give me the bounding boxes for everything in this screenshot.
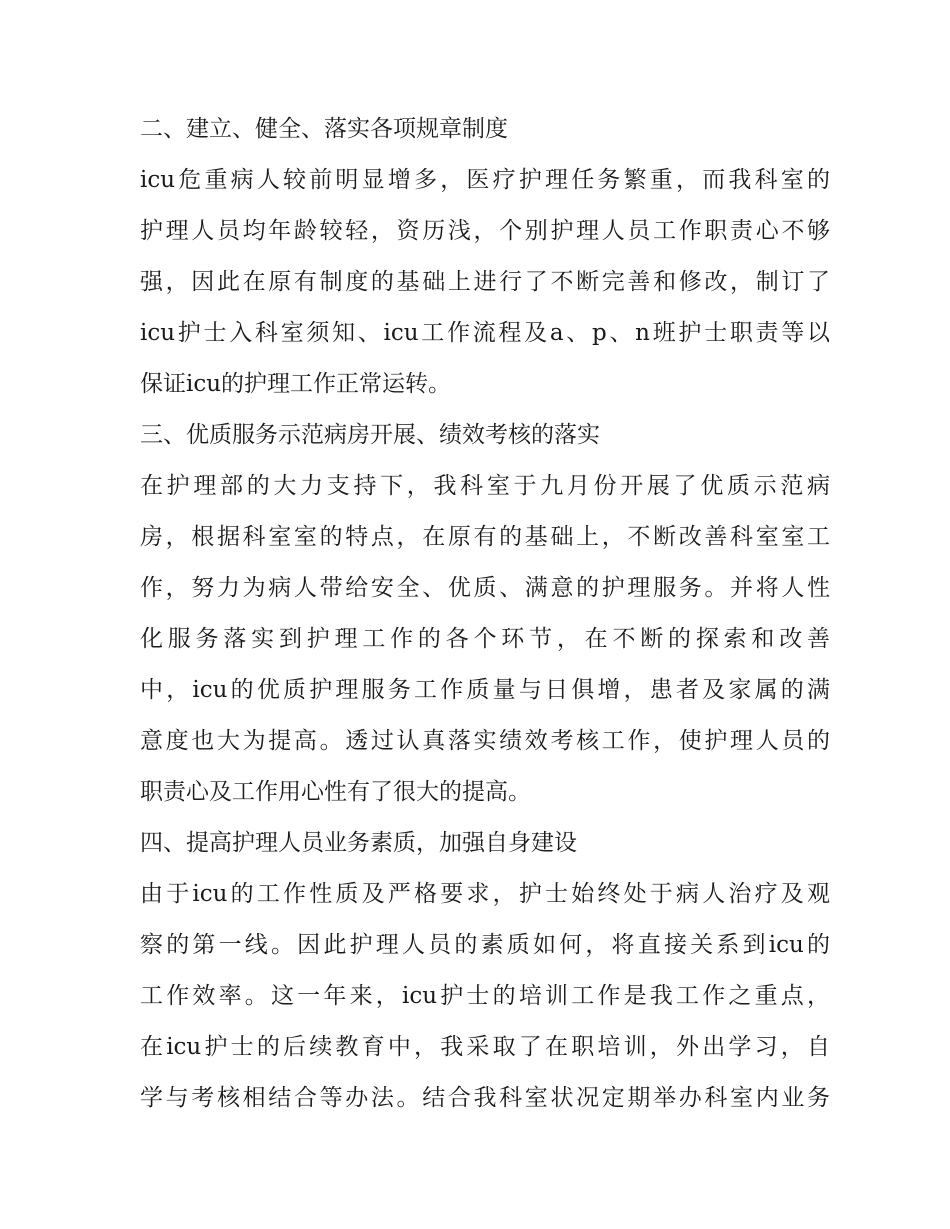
paragraph-line: 化服务落实到护理工作的各个环节，在不断的探索和改善 (140, 626, 830, 652)
paragraph-line: 在护理部的大力支持下，我科室于九月份开展了优质示范病 (140, 473, 830, 499)
paragraph-line: 护理人员均年龄较轻，资历浅，个别护理人员工作职责心不够 (140, 218, 830, 244)
paragraph-line: 作，努力为病人带给安全、优质、满意的护理服务。并将人性 (140, 575, 830, 601)
paragraph-line: 强，因此在原有制度的基础上进行了不断完善和修改，制订了 (140, 269, 830, 295)
paragraph-line: 在icu护士的后续教育中，我采取了在职培训，外出学习，自 (140, 1034, 830, 1060)
paragraph-line: 由于icu的工作性质及严格要求，护士始终处于病人治疗及观 (140, 881, 830, 907)
paragraph-line: 房，根据科室室的特点，在原有的基础上，不断改善科室室工 (140, 524, 830, 550)
paragraph-line: icu护士入科室须知、icu工作流程及a、p、n班护士职责等以 (140, 320, 830, 346)
paragraph-line: icu危重病人较前明显增多，医疗护理任务繁重，而我科室的 (140, 167, 830, 193)
paragraph-line: 学与考核相结合等办法。结合我科室状况定期举办科室内业务 (140, 1085, 830, 1111)
paragraph-line: 工作效率。这一年来，icu护士的培训工作是我工作之重点， (140, 983, 830, 1009)
paragraph-line: 中，icu的优质护理服务工作质量与日俱增，患者及家属的满 (140, 677, 830, 703)
section-heading-2: 二、建立、健全、落实各项规章制度 (140, 116, 508, 142)
paragraph-line: 意度也大为提高。透过认真落实绩效考核工作，使护理人员的 (140, 728, 830, 754)
document-body (140, 104, 830, 1124)
section-heading-4: 四、提高护理人员业务素质，加强自身建设 (140, 830, 577, 856)
paragraph-line: 职责心及工作用心性有了很大的提高。 (140, 779, 531, 805)
paragraph-line: 察的第一线。因此护理人员的素质如何，将直接关系到icu的 (140, 932, 830, 958)
paragraph-line: 保证icu的护理工作正常运转。 (140, 371, 452, 397)
section-heading-3: 三、优质服务示范病房开展、绩效考核的落实 (140, 422, 600, 448)
